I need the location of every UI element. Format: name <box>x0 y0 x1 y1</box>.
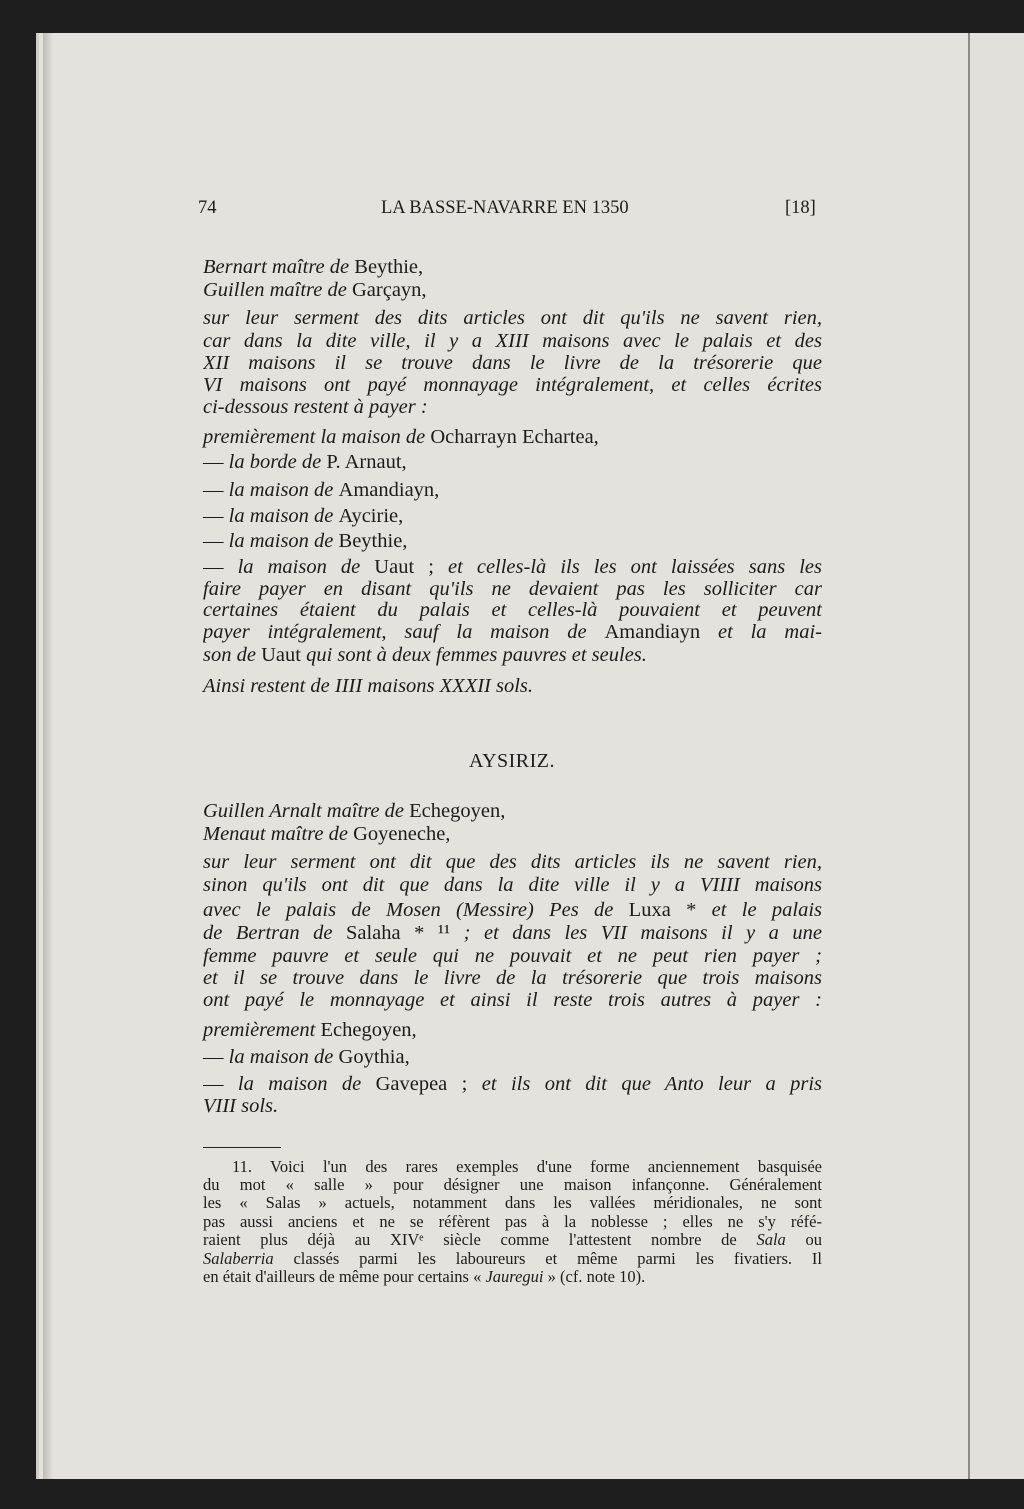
roman-text: 11. Voici l'un des rares exemples d'une forme anciennement basquisée <box>232 1157 822 1176</box>
italic-text: et il se trouve dans le livre de la trésorerie que trois maisons <box>203 967 822 989</box>
roman-text: Aycirie, <box>338 505 404 527</box>
italic-text: ci-dessous restent à payer : <box>203 396 428 418</box>
text-line <box>203 425 822 449</box>
roman-text: Gavepea ; <box>375 1073 482 1095</box>
italic-text: premièrement <box>203 1019 321 1041</box>
italic-text: Jauregui <box>485 1267 544 1286</box>
text-line <box>203 1072 822 1096</box>
roman-text: — <box>203 1046 229 1068</box>
italic-text: ; et dans les VII maisons il y a une <box>463 922 822 944</box>
text-line <box>203 504 822 528</box>
roman-text: du mot « salle » pour désigner une maison infançonne. Généralement <box>203 1175 822 1194</box>
italic-text: Ainsi restent de IIII maisons XXXII sols. <box>203 675 534 697</box>
italic-text: payer intégralement, sauf la maison de <box>203 621 605 643</box>
text-line <box>203 598 822 622</box>
text-line <box>203 988 822 1012</box>
text-line <box>203 1094 822 1118</box>
italic-text: la borde de <box>228 451 327 473</box>
roman-text: Beythie, <box>338 530 408 552</box>
italic-text: avec le palais de Mosen (Messire) Pes de <box>203 899 629 921</box>
roman-text: les « Salas » actuels, notamment dans les vallées méridionales, ne sont <box>203 1193 822 1212</box>
italic-text: VI maisons ont payé monnayage intégralement, et celles écrites <box>203 374 822 396</box>
italic-text: son de <box>203 644 262 666</box>
text-line <box>203 921 822 945</box>
italic-text: et ils ont dit que Anto leur a pris <box>481 1073 822 1095</box>
roman-text: Garçayn, <box>351 279 427 301</box>
roman-text: — <box>203 556 238 578</box>
roman-text: — <box>203 505 229 527</box>
italic-text: Guillen maître de <box>203 279 352 301</box>
italic-text: la maison de <box>228 1046 339 1068</box>
section-reference: [18] <box>785 198 816 218</box>
running-title: LA BASSE-NAVARRE EN 1350 <box>381 198 629 218</box>
footnote-rule <box>203 1147 281 1148</box>
italic-text: premièrement la maison de <box>203 426 431 448</box>
text-line <box>203 278 822 302</box>
italic-text: ont payé le monnayage et ainsi il reste trois autres à payer : <box>203 989 822 1011</box>
roman-text: Salaha * ¹¹ <box>345 922 464 944</box>
roman-text: — <box>203 530 229 552</box>
roman-text: classés parmi les laboureurs et même parmi les fivatiers. Il <box>273 1249 822 1268</box>
italic-text: sinon qu'ils ont dit que dans la dite ville il y a VIIII maisons <box>203 874 822 896</box>
roman-text: Uaut <box>261 644 307 666</box>
italic-text: VIII sols. <box>203 1095 279 1117</box>
italic-text: et le palais <box>711 899 822 921</box>
roman-text: Amandiayn, <box>338 479 440 501</box>
roman-text: Luxa * <box>628 899 712 921</box>
text-line <box>203 966 822 990</box>
roman-text: » (cf. note 10). <box>543 1267 646 1286</box>
footnote-line <box>203 1267 822 1286</box>
text-line <box>203 643 822 667</box>
italic-text: car dans la dite ville, il y a XIII maisons avec le palais et des <box>203 330 822 352</box>
italic-text: Guillen Arnalt maître de <box>203 800 410 822</box>
italic-text: la maison de <box>228 530 339 552</box>
italic-text: sur leur serment ont dit que des dits articles ils ne savent rien, <box>203 851 822 873</box>
text-line <box>203 373 822 397</box>
roman-text: Ocharrayn Echartea, <box>430 426 599 448</box>
page-number: 74 <box>198 198 217 218</box>
text-line <box>203 529 822 553</box>
text-line <box>203 450 822 474</box>
roman-text: ou <box>785 1230 822 1249</box>
italic-text: et celles-là ils les ont laissées sans les <box>447 556 822 578</box>
text-line <box>203 395 822 419</box>
italic-text: et la mai- <box>717 621 822 643</box>
italic-text: Menaut maître de <box>203 823 354 845</box>
roman-text: Beythie, <box>354 256 424 278</box>
italic-text: Sala <box>756 1230 786 1249</box>
text-line <box>203 674 822 698</box>
roman-text: P. Arnaut, <box>326 451 407 473</box>
roman-text: Amandiayn <box>604 621 718 643</box>
roman-text: Goythia, <box>338 1046 410 1068</box>
text-line <box>203 944 822 968</box>
roman-text: Echegoyen, <box>320 1019 417 1041</box>
roman-text: pas aussi anciens et ne se réfèrent pas à la noblesse ; elles ne s'y réfé- <box>203 1212 822 1231</box>
text-line <box>203 873 822 897</box>
section-title: AYSIRIZ. <box>468 750 556 772</box>
roman-text: — <box>203 1073 238 1095</box>
italic-text: la maison de <box>237 1073 376 1095</box>
roman-text: en était d'ailleurs de même pour certains « <box>203 1267 486 1286</box>
text-line <box>203 1045 822 1069</box>
italic-text: Bernart maître de <box>203 256 355 278</box>
italic-text: femme pauvre et seule qui ne pouvait et ne peut rien payer ; <box>203 945 822 967</box>
italic-text: la maison de <box>237 556 375 578</box>
text-line <box>203 799 822 823</box>
text-line <box>203 351 822 375</box>
italic-text: XII maisons il se trouve dans le livre de la trésorerie que <box>203 352 822 374</box>
italic-text: sur leur serment des dits articles ont dit qu'ils ne savent rien, <box>203 307 822 329</box>
italic-text: qui sont à deux femmes pauvres et seules. <box>306 644 647 666</box>
text-line <box>203 1018 822 1042</box>
roman-text: Uaut ; <box>374 556 448 578</box>
text-line <box>203 898 822 922</box>
text-line <box>203 478 822 502</box>
italic-text: la maison de <box>228 479 339 501</box>
italic-text: faire payer en disant qu'ils ne devaient pas les solliciter car <box>203 578 822 600</box>
roman-text: — <box>203 479 229 501</box>
italic-text: la maison de <box>228 505 339 527</box>
text-line <box>203 255 822 279</box>
text-line <box>203 822 822 846</box>
roman-text: raient plus déjà au XIVᵉ siècle comme l'attestent nombre de <box>203 1230 757 1249</box>
roman-text: Goyeneche, <box>353 823 451 845</box>
text-line <box>203 555 822 579</box>
text-line <box>203 329 822 353</box>
italic-text: Salaberria <box>203 1249 274 1268</box>
italic-text: de Bertran de <box>203 922 346 944</box>
italic-text: certaines étaient du palais et celles-là pouvaient et peuvent <box>203 599 822 621</box>
text-line <box>203 620 822 644</box>
roman-text: — <box>203 451 229 473</box>
roman-text: Echegoyen, <box>409 800 506 822</box>
text-line <box>203 306 822 330</box>
text-line <box>203 850 822 874</box>
